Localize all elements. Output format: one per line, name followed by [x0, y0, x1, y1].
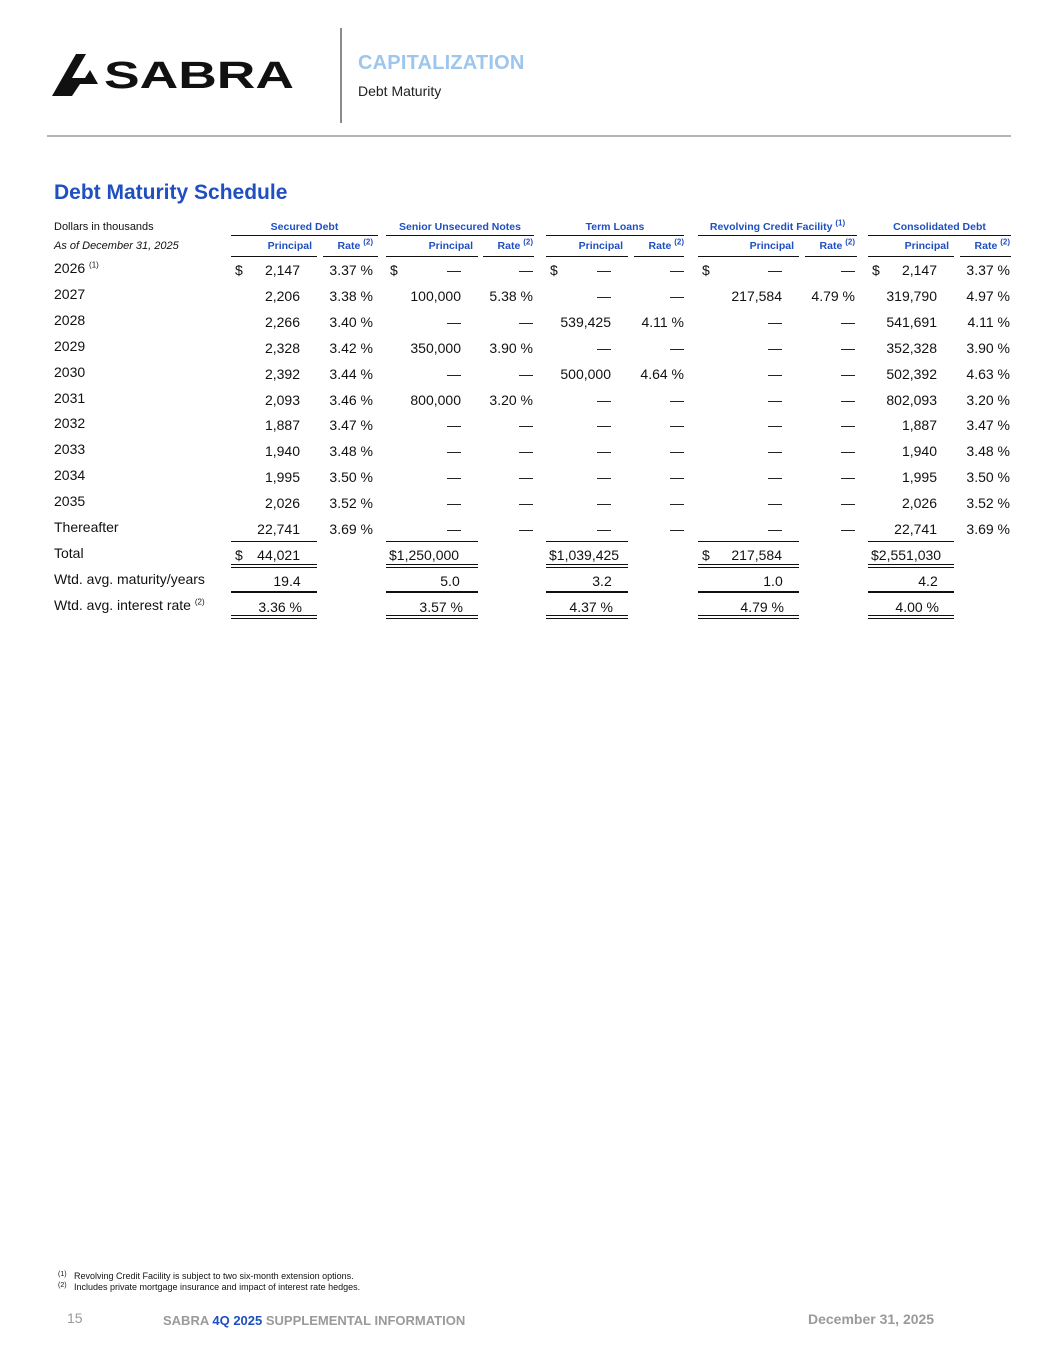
rate-header [648, 237, 684, 252]
interest-rule [231, 615, 317, 619]
page-title: Debt Maturity Schedule [54, 181, 288, 204]
row-label [54, 286, 85, 302]
rate-cell: 3.42 % [329, 340, 373, 356]
subtotal-rule [231, 541, 317, 542]
rate-underline [960, 256, 1011, 257]
rate-cell: — [670, 469, 684, 485]
rate-cell: — [670, 521, 684, 537]
principal-cell: — [597, 495, 611, 511]
total-term: $1,039,425 [549, 547, 620, 563]
principal-cell: 1,995 [264, 469, 300, 485]
maturity-value: 1.0 [763, 573, 783, 589]
group-underline [868, 235, 1011, 236]
principal-cell: 2,206 [264, 288, 300, 304]
principal-cell: 22,741 [894, 521, 937, 537]
rate-cell: — [841, 366, 855, 382]
rate-cell: 5.38 % [489, 288, 533, 304]
principal-cell: — [447, 417, 461, 433]
principal-cell: — [768, 469, 782, 485]
principal-cell: — [597, 469, 611, 485]
rate-cell: 3.37 % [966, 262, 1010, 278]
rate-underline [805, 256, 857, 257]
rate-cell: — [519, 314, 533, 330]
principal-cell: 800,000 [410, 392, 461, 408]
superscript: (2) [1000, 237, 1010, 247]
rate-cell: 4.97 % [966, 288, 1010, 304]
footnote-2 [58, 1282, 360, 1292]
rate-cell: 3.52 % [329, 495, 373, 511]
principal-cell: — [768, 495, 782, 511]
interest-value: 4.00 % [895, 599, 939, 615]
principal-header: Principal [428, 240, 473, 252]
rate-cell: — [519, 495, 533, 511]
principal-header: Principal [578, 240, 623, 252]
total-label: Total [54, 545, 84, 561]
principal-underline [698, 256, 799, 257]
logo-text: SABRA [104, 55, 294, 97]
principal-cell: — [768, 417, 782, 433]
principal-cell: — [597, 262, 611, 278]
superscript: (2) [523, 237, 533, 247]
group-label: Consolidated Debt [893, 221, 986, 233]
interest-rule [698, 615, 799, 619]
interest-rule [546, 615, 628, 619]
group-label: Secured Debt [270, 221, 339, 233]
principal-cell: — [597, 340, 611, 356]
footnote-mark: (1) [58, 1271, 67, 1278]
rate-label: Rate [974, 240, 998, 252]
units-note: Dollars in thousands [54, 221, 154, 233]
subtotal-rule [546, 541, 628, 542]
header-divider [340, 28, 342, 123]
dollar-sign: $ [550, 262, 558, 278]
principal-cell: — [447, 314, 461, 330]
rate-cell: 3.69 % [966, 521, 1010, 537]
dollar-sign: $ [390, 262, 398, 278]
dollar-sign: $ [235, 547, 243, 563]
principal-cell: 217,584 [731, 288, 782, 304]
subtotal-rule [868, 541, 954, 542]
rate-label: Rate [337, 240, 361, 252]
principal-cell: — [768, 262, 782, 278]
row-label-text: 2030 [54, 364, 86, 380]
maturity-value: 19.4 [273, 573, 301, 589]
footer-title [163, 1313, 465, 1328]
principal-cell: 1,940 [901, 443, 937, 459]
dollar-sign: $ [235, 262, 243, 278]
principal-cell: — [597, 392, 611, 408]
principal-cell: 1,887 [901, 417, 937, 433]
interest-label-text: Wtd. avg. interest rate [54, 597, 191, 613]
rate-cell: 4.64 % [640, 366, 684, 382]
row-label [54, 312, 85, 328]
rate-header [974, 237, 1010, 252]
maturity-label: Wtd. avg. maturity/years [54, 571, 205, 587]
rate-cell: — [670, 443, 684, 459]
principal-cell: 22,741 [257, 521, 300, 537]
row-label-text: 2031 [54, 390, 86, 406]
rate-header [337, 237, 373, 252]
principal-header: Principal [904, 240, 949, 252]
total-revolver: 217,584 [731, 547, 782, 563]
principal-cell: 500,000 [560, 366, 611, 382]
group-label: Term Loans [585, 221, 645, 233]
section-subtitle: Debt Maturity [358, 83, 442, 99]
rate-cell: — [519, 443, 533, 459]
row-label [54, 415, 85, 431]
total-rule [231, 564, 317, 568]
rate-cell: 3.48 % [966, 443, 1010, 459]
rate-cell: — [841, 495, 855, 511]
principal-cell: — [447, 443, 461, 459]
principal-cell: — [447, 521, 461, 537]
rate-cell: 3.69 % [329, 521, 373, 537]
rate-cell: — [670, 495, 684, 511]
dollar-sign: $ [702, 262, 710, 278]
rate-cell: 3.20 % [966, 392, 1010, 408]
principal-cell: 2,147 [264, 262, 300, 278]
rate-cell: — [841, 314, 855, 330]
rate-cell: 3.40 % [329, 314, 373, 330]
group-underline [546, 235, 684, 236]
row-label-text: Thereafter [54, 519, 119, 535]
row-label-text: 2035 [54, 493, 86, 509]
principal-cell: 2,093 [264, 392, 300, 408]
footnote-text: Revolving Credit Facility is subject to two six-month extension options. [74, 1271, 354, 1281]
row-label-text: 2033 [54, 441, 86, 457]
rate-header [497, 237, 533, 252]
principal-cell: — [768, 392, 782, 408]
principal-cell: — [597, 443, 611, 459]
principal-cell: — [768, 521, 782, 537]
principal-underline [546, 256, 628, 257]
principal-cell: — [768, 366, 782, 382]
rate-cell: — [519, 469, 533, 485]
interest-value: 3.36 % [258, 599, 302, 615]
interest-value: 4.37 % [569, 599, 613, 615]
group-header [386, 221, 534, 233]
row-label [54, 493, 85, 509]
rate-cell: — [670, 340, 684, 356]
rate-cell: 3.50 % [329, 469, 373, 485]
row-label [54, 441, 85, 457]
rate-underline [323, 256, 378, 257]
sabra-logo [52, 50, 296, 98]
maturity-rule [546, 591, 628, 593]
principal-cell: — [597, 521, 611, 537]
subtotal-rule [698, 541, 799, 542]
interest-value: 3.57 % [419, 599, 463, 615]
rate-label: Rate [497, 240, 521, 252]
total-consolidated: $2,551,030 [871, 547, 942, 563]
rate-cell: 3.90 % [489, 340, 533, 356]
group-header [698, 218, 857, 233]
principal-cell: 352,328 [886, 340, 937, 356]
group-header [231, 221, 378, 233]
principal-cell: — [447, 469, 461, 485]
subtotal-rule [386, 541, 478, 542]
maturity-rule [231, 591, 317, 593]
principal-cell: 2,266 [264, 314, 300, 330]
rate-cell: — [841, 443, 855, 459]
row-label [54, 338, 85, 354]
principal-cell: 1,940 [264, 443, 300, 459]
maturity-value: 3.2 [592, 573, 612, 589]
section-title: CAPITALIZATION [358, 52, 525, 74]
superscript: (2) [194, 597, 205, 607]
superscript: (2) [845, 237, 855, 247]
rate-underline [634, 256, 684, 257]
principal-cell: — [447, 262, 461, 278]
rate-cell: — [519, 262, 533, 278]
group-header [868, 221, 1011, 233]
principal-cell: 319,790 [886, 288, 937, 304]
principal-cell: 2,392 [264, 366, 300, 382]
rate-cell: 4.79 % [811, 288, 855, 304]
row-label-text: 2029 [54, 338, 86, 354]
group-header [546, 221, 684, 233]
row-label [54, 467, 85, 483]
rate-cell: — [841, 262, 855, 278]
as-of-note: As of December 31, 2025 [54, 240, 179, 252]
maturity-rule [868, 591, 954, 593]
rate-cell: — [670, 262, 684, 278]
rate-cell: 3.38 % [329, 288, 373, 304]
interest-rule [868, 615, 954, 619]
footer-date: December 31, 2025 [808, 1311, 935, 1327]
row-label-text: 2032 [54, 415, 86, 431]
row-label-text: 2026 [54, 260, 86, 276]
total-rule [386, 564, 478, 568]
group-underline [231, 235, 378, 236]
maturity-value: 4.2 [918, 573, 938, 589]
rate-header [819, 237, 855, 252]
row-label [54, 364, 85, 380]
principal-cell: 350,000 [410, 340, 461, 356]
page-header [0, 0, 1055, 140]
principal-header: Principal [749, 240, 794, 252]
page-number: 15 [67, 1310, 83, 1326]
rate-cell: 3.37 % [329, 262, 373, 278]
rate-cell: — [841, 392, 855, 408]
principal-cell: — [768, 340, 782, 356]
rate-cell: — [841, 340, 855, 356]
row-label [54, 260, 99, 276]
row-label-text: 2034 [54, 467, 86, 483]
footer-suffix: SUPPLEMENTAL INFORMATION [265, 1313, 466, 1328]
principal-cell: — [597, 417, 611, 433]
rate-cell: 4.11 % [967, 314, 1010, 330]
principal-underline [231, 256, 317, 257]
rate-cell: — [841, 417, 855, 433]
rate-cell: — [519, 417, 533, 433]
footnote-mark: (2) [58, 1282, 67, 1289]
superscript: (1) [89, 260, 99, 270]
rate-cell: 3.46 % [329, 392, 373, 408]
principal-cell: — [768, 314, 782, 330]
rate-cell: — [841, 521, 855, 537]
principal-underline [386, 256, 478, 257]
rate-cell: — [670, 288, 684, 304]
rate-cell: 3.52 % [966, 495, 1010, 511]
principal-cell: 1,995 [901, 469, 937, 485]
rate-cell: 4.11 % [641, 314, 684, 330]
total-secured: 44,021 [257, 547, 300, 563]
principal-cell: 2,026 [901, 495, 937, 511]
interest-rule [386, 615, 478, 619]
rate-label: Rate [819, 240, 843, 252]
group-label: Senior Unsecured Notes [399, 221, 521, 233]
total-rule [698, 564, 799, 568]
rate-cell: — [670, 417, 684, 433]
rate-cell: 3.44 % [329, 366, 373, 382]
dollar-sign: $ [702, 547, 710, 563]
header-rule [47, 135, 1011, 137]
rate-cell: 4.63 % [966, 366, 1010, 382]
group-underline [386, 235, 534, 236]
rate-cell: — [670, 392, 684, 408]
maturity-rule [386, 591, 478, 593]
rate-label: Rate [648, 240, 672, 252]
superscript: (1) [835, 218, 846, 228]
footer-brand: SABRA [163, 1313, 209, 1328]
principal-cell: 541,691 [886, 314, 937, 330]
principal-header: Principal [267, 240, 312, 252]
row-label-text: 2027 [54, 286, 86, 302]
footer-quarter: 4Q 2025 [212, 1313, 263, 1328]
principal-cell: 1,887 [264, 417, 300, 433]
principal-cell: 539,425 [560, 314, 611, 330]
footnote-text: Includes private mortgage insurance and impact of interest rate hedges. [74, 1282, 361, 1292]
rate-underline [483, 256, 534, 257]
rate-cell: 3.47 % [329, 417, 373, 433]
rate-cell: 3.90 % [966, 340, 1010, 356]
superscript: (2) [363, 237, 373, 247]
principal-cell: — [597, 288, 611, 304]
principal-cell: 2,147 [901, 262, 937, 278]
row-label [54, 390, 85, 406]
principal-underline [868, 256, 954, 257]
interest-label [54, 597, 205, 613]
principal-cell: — [768, 443, 782, 459]
maturity-rule [698, 591, 799, 593]
rate-cell: — [519, 521, 533, 537]
maturity-value: 5.0 [440, 573, 460, 589]
rate-cell: — [519, 366, 533, 382]
principal-cell: — [447, 495, 461, 511]
rate-cell: 3.48 % [329, 443, 373, 459]
rate-cell: 3.20 % [489, 392, 533, 408]
total-rule [546, 564, 628, 568]
rate-cell: — [841, 469, 855, 485]
principal-cell: — [447, 366, 461, 382]
group-underline [698, 235, 857, 236]
row-label [54, 519, 119, 535]
interest-value: 4.79 % [740, 599, 784, 615]
principal-cell: 802,093 [886, 392, 937, 408]
principal-cell: 2,328 [264, 340, 300, 356]
dollar-sign: $ [872, 262, 880, 278]
superscript: (2) [674, 237, 684, 247]
row-label-text: 2028 [54, 312, 86, 328]
group-label: Revolving Credit Facility [709, 221, 833, 233]
principal-cell: 502,392 [886, 366, 937, 382]
footnote-1 [58, 1271, 354, 1281]
principal-cell: 2,026 [264, 495, 300, 511]
total-senior: $1,250,000 [389, 547, 460, 563]
principal-cell: 100,000 [410, 288, 461, 304]
rate-cell: 3.50 % [966, 469, 1010, 485]
rate-cell: 3.47 % [966, 417, 1010, 433]
total-rule [868, 564, 954, 568]
